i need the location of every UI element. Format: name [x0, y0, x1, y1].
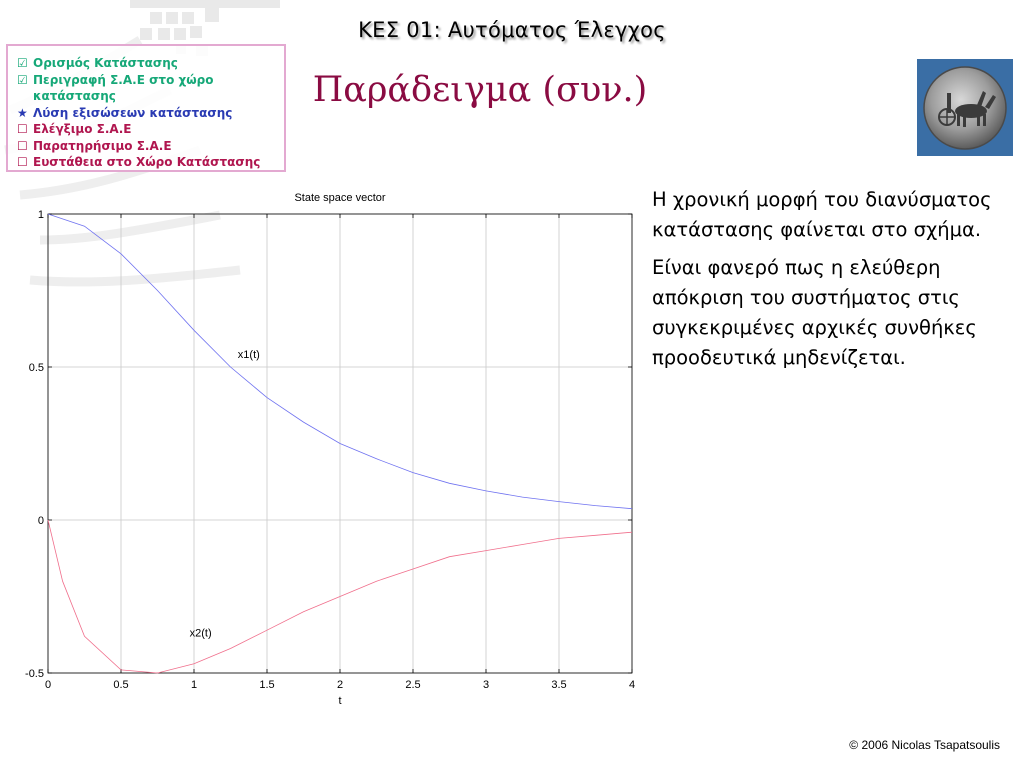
state-space-chart	[0, 180, 640, 710]
chart-title: State space vector	[294, 192, 386, 204]
x-tick-label: 2	[336, 679, 344, 691]
nav-item-stability[interactable]	[17, 154, 278, 171]
paragraph-free-response: Είναι φανερό πως η ελεύθερη απόκριση του συστήματος στις συγκεκριμένες αρχικές συνθήκες προοδευτικά μηδενίζεται.	[652, 256, 977, 369]
star-icon: ★	[17, 105, 28, 120]
checked-box-icon: ☑	[17, 56, 28, 70]
nav-item-label: Λύση εξισώσεων κατάστασης	[33, 105, 233, 120]
annotations	[190, 349, 260, 639]
x-tick-label: 0	[44, 679, 52, 691]
x-axis-label: t	[338, 695, 342, 707]
ancient-coin-icon	[917, 59, 1013, 156]
x-tick-label: 3.5	[551, 679, 567, 691]
nav-item-label: Παρατηρήσιμο Σ.Α.Ε	[33, 138, 172, 153]
paragraph-state-vector: Η χρονική μορφή του διανύσματος κατάστασης φαίνεται στο σχήμα.	[652, 188, 992, 241]
x-tick-label: 0.5	[113, 679, 129, 691]
y-tick-label: -0.5	[25, 668, 44, 680]
x-tick-label: 1.5	[259, 679, 275, 691]
course-title: ΚΕΣ 01: Αυτόματος Έλεγχος	[358, 18, 666, 42]
unchecked-box-icon: ☐	[17, 138, 28, 153]
nav-item-label: Περιγραφή Σ.Α.Ε στο χώρο κατάστασης	[33, 72, 214, 103]
y-tick-labels	[25, 209, 44, 680]
explanation-text	[652, 185, 1002, 381]
x-tick-label: 4	[628, 679, 636, 691]
unchecked-box-icon: ☐	[17, 155, 28, 169]
x-tick-label: 1	[190, 679, 198, 691]
copyright-footer: © 2006 Nicolas Tsapatsoulis	[849, 738, 1000, 752]
nav-item-label: Ελέγξιμο Σ.Α.Ε	[33, 122, 132, 136]
nav-item-label: Ευστάθεια στο Χώρο Κατάστασης	[33, 155, 261, 169]
unchecked-box-icon: ☐	[17, 122, 28, 136]
coin-image	[917, 59, 1013, 156]
x-tick-labels	[45, 679, 635, 691]
slide-title: Παράδειγμα (συν.)	[312, 70, 648, 110]
nav-item-state-space-description[interactable]	[17, 72, 278, 105]
nav-item-observability[interactable]	[17, 138, 278, 155]
y-tick-label: 0.5	[28, 362, 44, 374]
nav-item-state-equations-solution[interactable]	[17, 105, 278, 122]
y-tick-label: 0	[37, 515, 44, 527]
series-annotation: x1(t)	[237, 348, 260, 361]
x-tick-label: 2.5	[405, 679, 421, 691]
checked-box-icon: ☑	[17, 72, 28, 87]
series-annotation: x2(t)	[189, 627, 212, 640]
topic-navigation	[6, 44, 286, 172]
nav-item-label: Ορισμός Κατάστασης	[33, 56, 178, 70]
nav-item-state-definition[interactable]	[17, 55, 278, 72]
x-tick-label: 3	[482, 679, 490, 691]
y-tick-label: 1	[37, 209, 44, 221]
nav-item-controllability[interactable]	[17, 121, 278, 138]
